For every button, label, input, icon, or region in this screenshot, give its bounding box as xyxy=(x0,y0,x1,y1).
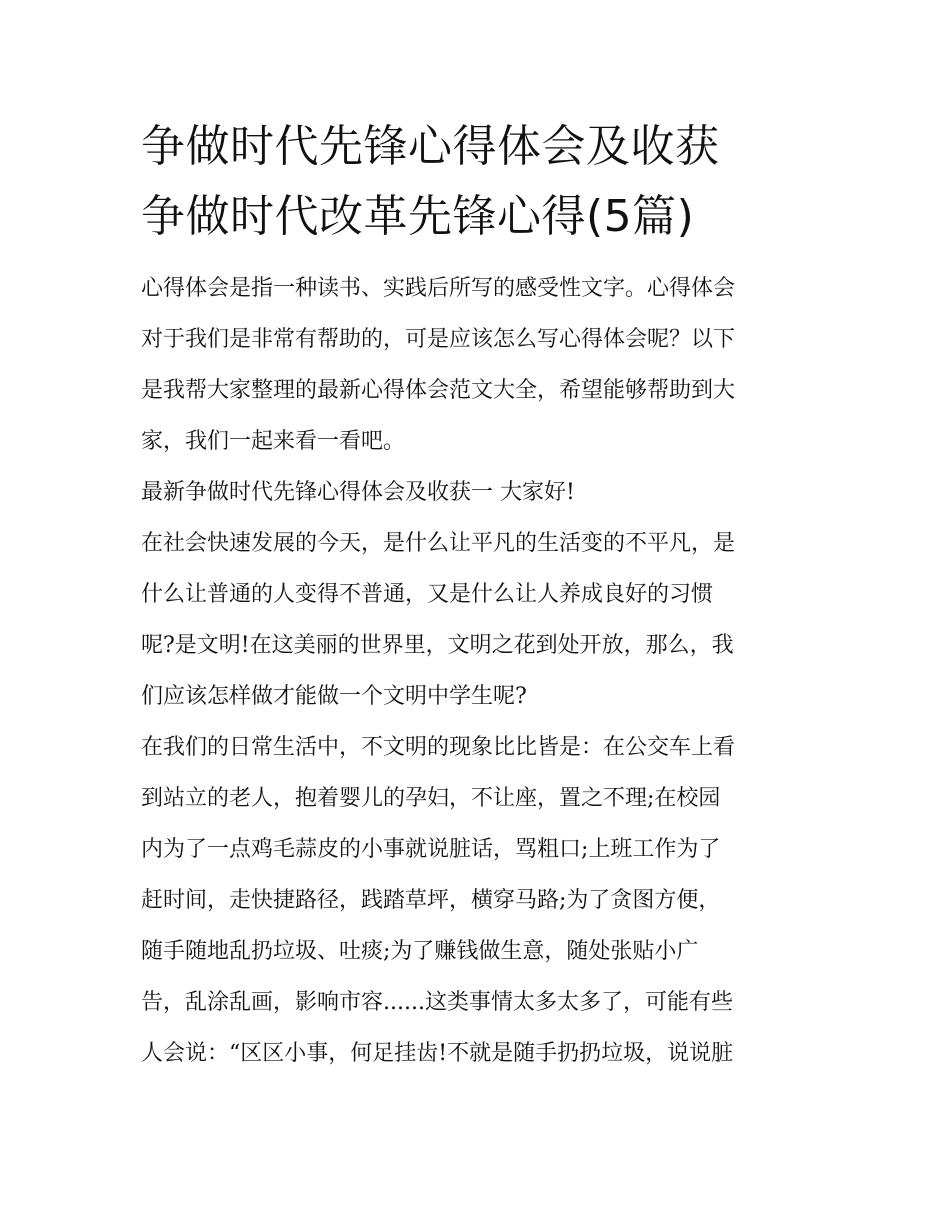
title-line-1: 争做时代先锋心得体会及收获 xyxy=(141,121,720,172)
text-line: 随手随地乱扔垃圾、吐痰;为了赚钱做生意，随处张贴小广 xyxy=(141,939,699,964)
text-line: 家，我们一起来看一看吧。 xyxy=(141,429,406,454)
intro-paragraph xyxy=(141,263,813,467)
text-line: 人会说：“区区小事，何足挂齿!不就是随手扔扔垃圾，说说脏 xyxy=(141,1041,734,1066)
document-body xyxy=(141,263,813,1079)
text-line: 在社会快速发展的今天，是什么让平凡的生活变的不平凡，是 xyxy=(141,531,736,556)
text-line: 赶时间，走快捷路径，践踏草坪，横穿马路;为了贪图方便， xyxy=(141,888,721,913)
text-line: 最新争做时代先锋心得体会及收获一 大家好! xyxy=(141,480,575,505)
body-paragraph-1 xyxy=(141,518,813,722)
text-line: 对于我们是非常有帮助的，可是应该怎么写心得体会呢？以下 xyxy=(141,327,736,352)
text-line: 心得体会是指一种读书、实践后所写的感受性文字。心得体会 xyxy=(141,276,736,301)
section-heading-paragraph xyxy=(141,467,813,518)
document-title xyxy=(141,112,813,252)
text-line: 呢?是文明!在这美丽的世界里，文明之花到处开放，那么，我 xyxy=(141,633,734,658)
text-line: 们应该怎样做才能做一个文明中学生呢? xyxy=(141,684,527,709)
text-line: 在我们的日常生活中，不文明的现象比比皆是：在公交车上看 xyxy=(141,735,736,760)
body-paragraph-2 xyxy=(141,722,813,1079)
text-line: 告，乱涂乱画，影响市容......这类事情太多太多了，可能有些 xyxy=(141,990,733,1015)
text-line: 是我帮大家整理的最新心得体会范文大全，希望能够帮助到大 xyxy=(141,378,736,403)
document-content xyxy=(141,112,813,1079)
text-line: 内为了一点鸡毛蒜皮的小事就说脏话，骂粗口;上班工作为了 xyxy=(141,837,721,862)
title-line-2: 争做时代改革先锋心得(5篇) xyxy=(141,191,695,242)
text-line: 什么让普通的人变得不普通，又是什么让人养成良好的习惯 xyxy=(141,582,714,607)
text-line: 到站立的老人，抱着婴儿的孕妇，不让座，置之不理;在校园 xyxy=(141,786,721,811)
